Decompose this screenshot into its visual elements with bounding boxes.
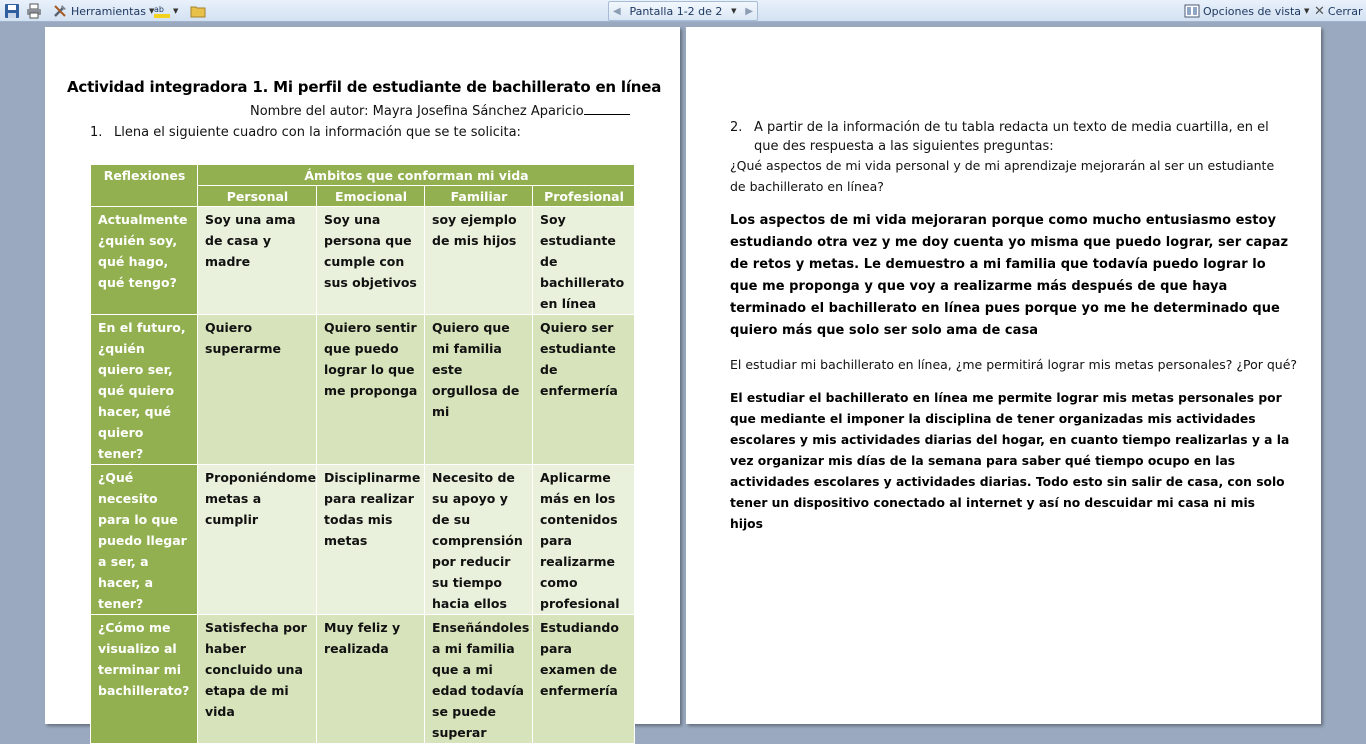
table-cell: Aplicarme más en los contenidos para realizarme como profesional <box>533 465 635 615</box>
print-button[interactable] <box>26 2 42 20</box>
question-2: El estudiar mi bachillerato en línea, ¿me permitirá lograr mis metas personales? ¿Por qué? <box>730 357 1298 372</box>
table-cell: Soy una ama de casa y madre <box>198 207 317 315</box>
close-button[interactable] <box>1314 2 1362 20</box>
spelling-button[interactable] <box>154 2 178 20</box>
table-cell: Disciplinarme para realizar todas mis metas <box>317 465 425 615</box>
row-question: ¿Cómo me visualizo al terminar mi bachillerato? <box>91 615 198 744</box>
chevron-down-icon[interactable]: ▼ <box>731 7 737 15</box>
question-1: ¿Qué aspectos de mi vida personal y de mi aprendizaje mejorarán al ser un estudiante de bachillerato en línea? <box>730 158 1275 194</box>
list-item-1 <box>90 125 521 140</box>
chevron-down-icon: ▼ <box>1304 7 1310 15</box>
svg-text:ab: ab <box>154 5 164 14</box>
table-cell: Quiero sentir que puedo lograr lo que me proponga <box>317 315 425 465</box>
header-personal: Personal <box>198 186 317 207</box>
table-cell: Quiero que mi familia este orgullosa de mi <box>425 315 533 465</box>
close-icon: ✕ <box>1314 3 1325 19</box>
header-ambitos: Ámbitos que conforman mi vida <box>198 165 635 186</box>
printer-icon <box>26 3 42 19</box>
header-emocional: Emocional <box>317 186 425 207</box>
previous-screen-icon[interactable]: ◀ <box>613 5 621 17</box>
document-page-1 <box>45 27 680 740</box>
table-cell: Proponiéndome metas a cumplir <box>198 465 317 615</box>
table-row <box>91 465 635 615</box>
table-cell: Quiero ser estudiante de enfermería <box>533 315 635 465</box>
answer-1: Los aspectos de mi vida mejoraran porque como mucho entusiasmo estoy estudiando otra vez y me doy cuenta yo misma que puedo lograr, ser capaz de retos y metas. Le demuestro a mi familia que todavía puedo lograr lo que me proponga y que voy a realizarme más después de que haya terminado el bachillerato en línea pues porque yo me he determinado que quiero más que solo ser solo ama de casa <box>730 213 1289 338</box>
table-cell: Estudiando para examen de enfermería <box>533 615 635 744</box>
table-header-row <box>91 165 635 186</box>
tools-menu-label: Herramientas <box>71 4 146 18</box>
table-cell: Necesito de su apoyo y de su comprensión por reducir su tiempo hacia ellos <box>425 465 533 615</box>
save-button[interactable] <box>4 2 20 20</box>
folder-icon <box>190 3 206 19</box>
row-question: En el futuro, ¿quién quiero ser, qué quiero hacer, qué quiero tener? <box>91 315 198 465</box>
row-question: Actualmente ¿quién soy, qué hago, qué tengo? <box>91 207 198 315</box>
folder-button[interactable] <box>190 2 206 20</box>
tools-icon <box>52 3 68 19</box>
table-cell: soy ejemplo de mis hijos <box>425 207 533 315</box>
document-title: Actividad integradora 1. Mi perfil de estudiante de bachillerato en línea <box>67 78 662 96</box>
table-cell: Soy estudiante de bachillerato en línea <box>533 207 635 315</box>
tools-menu-button[interactable] <box>52 2 154 20</box>
header-reflexiones: Reflexiones <box>91 165 198 207</box>
list-number: 2. <box>730 120 743 135</box>
view-options-icon <box>1184 3 1200 19</box>
list-item-2 <box>730 118 1280 156</box>
table-row <box>91 315 635 465</box>
header-profesional: Profesional <box>533 186 635 207</box>
answer-2: El estudiar el bachillerato en línea me permite lograr mis metas personales por que mediante el imponer la disciplina de tener organizadas mis actividades escolares y mis actividades diarias del hogar, en cuanto tiempo realizarlas y a la vez organizar mis días de la semana para saber qué tiempo ocupo en las actividades escolares y actividades diarias. Todo esto sin salir de casa, con solo tener un dispositivo conectado al internet y así no descuidar mi casa ni mis hijos <box>730 391 1290 531</box>
table-row <box>91 615 635 744</box>
author-line <box>250 103 630 119</box>
table-cell: Soy una persona que cumple con sus objetivos <box>317 207 425 315</box>
chevron-down-icon: ▼ <box>173 7 179 15</box>
author-name: Nombre del autor: Mayra Josefina Sánchez Aparicio <box>250 104 584 119</box>
spelling-icon <box>154 3 170 19</box>
reading-toolbar <box>0 0 1366 22</box>
table-cell: Satisfecha por haber concluido una etapa de mi vida <box>198 615 317 744</box>
row-question: ¿Qué necesito para lo que puedo llegar a ser, a hacer, a tener? <box>91 465 198 615</box>
table-cell: Enseñándoles a mi familia que a mi edad todavía se puede superar <box>425 615 533 744</box>
view-options-label: Opciones de vista <box>1203 4 1302 18</box>
table-cell: Quiero superarme <box>198 315 317 465</box>
next-screen-icon[interactable]: ▶ <box>745 5 753 17</box>
screen-pager <box>608 1 758 21</box>
view-options-button[interactable] <box>1184 2 1309 20</box>
author-underline <box>584 103 630 115</box>
header-familiar: Familiar <box>425 186 533 207</box>
document-page-2 <box>686 27 1321 724</box>
list-item-text-line1: A partir de la información de tu tabla redacta un texto de media cuartilla, en el <box>754 120 1269 135</box>
pager-label[interactable]: Pantalla 1-2 de 2 <box>629 4 723 18</box>
profile-table <box>90 164 635 744</box>
list-number: 1. <box>90 125 103 140</box>
list-item-text-line2: que des respuesta a las siguientes preguntas: <box>754 139 1054 154</box>
table-cell: Muy feliz y realizada <box>317 615 425 744</box>
table-row <box>91 207 635 315</box>
list-item-text: Llena el siguiente cuadro con la información que se te solicita: <box>114 125 521 140</box>
chevron-down-icon: ▼ <box>148 7 155 15</box>
save-icon <box>4 3 20 19</box>
close-label: Cerrar <box>1327 4 1363 18</box>
